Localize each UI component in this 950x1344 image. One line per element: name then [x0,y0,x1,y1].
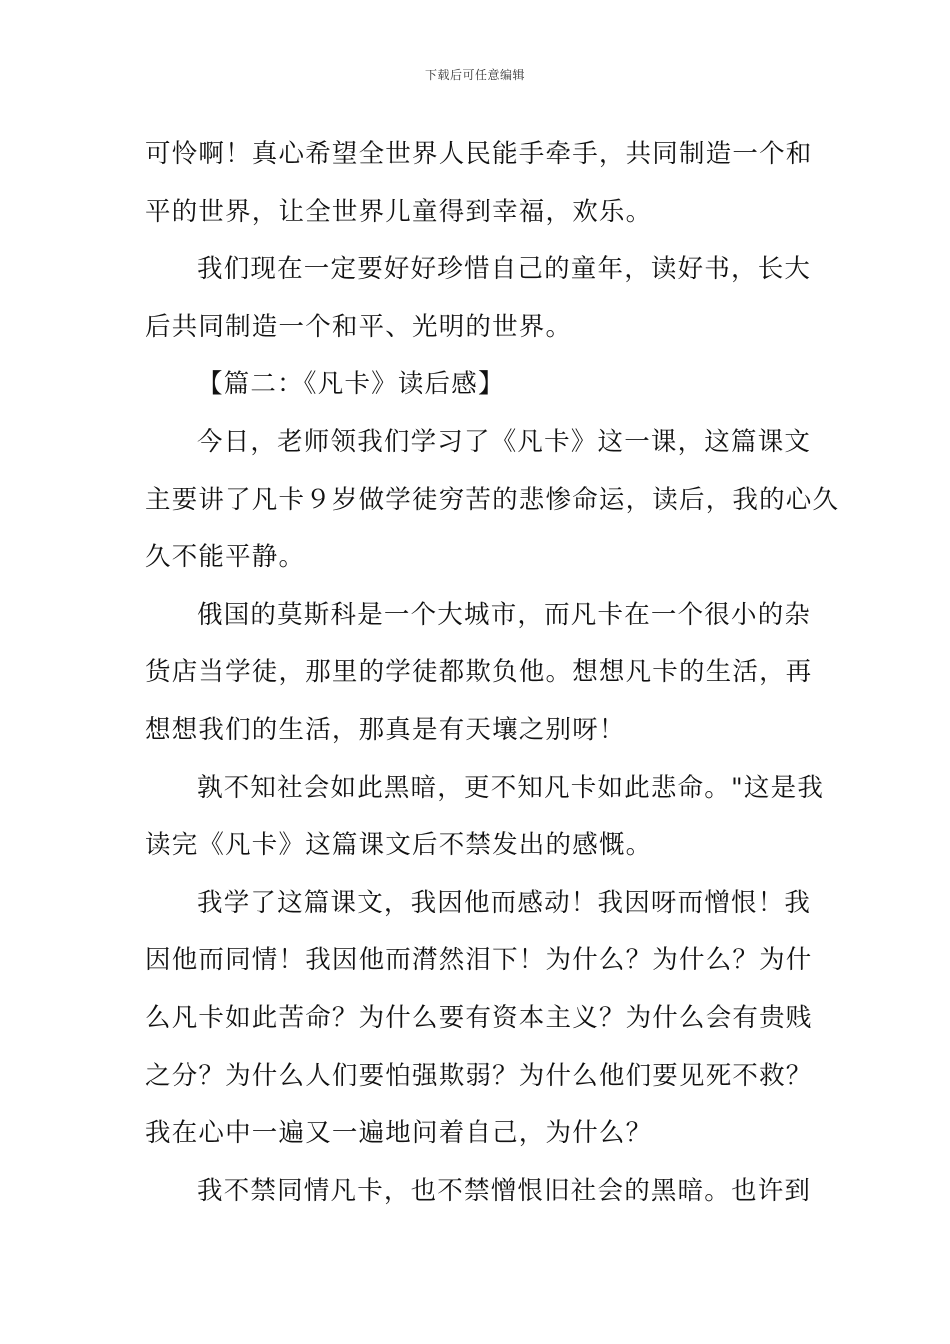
text-line: 么凡卡如此苦命？为什么要有资本主义？为什么会有贵贱 [145,1002,813,1033]
text-line: 我们现在一定要好好珍惜自己的童年，读好书，长大 [197,254,812,285]
text-line: 我不禁同情凡卡，也不禁憎恨旧社会的黑暗。也许到 [197,1175,812,1206]
document-body [145,126,840,1220]
text-line: 我学了这篇课文，我因他而感动！我因呀而憎恨！我 [197,887,812,918]
text-line: 可怜啊！真心希望全世界人民能手牵手，共同制造一个和 [145,139,813,169]
text-line: 我在心中一遍又一遍地问着自己，为什么？ [145,1118,653,1149]
text-line: 读完《凡卡》这篇课文后不禁发出的感慨。 [145,830,653,861]
text-line: 之分？为什么人们要怕强欺弱？为什么他们要见死不救？ [145,1060,813,1091]
text-line: 今日，老师领我们学习了《凡卡》这一课，这篇课文 [197,426,812,457]
text-line: 后共同制造一个和平、光明的世界。 [145,311,573,342]
text-line: 平的世界，让全世界儿童得到幸福，欢乐。 [145,196,653,227]
text-line: 因他而同情！我因他而潸然泪下！为什么？为什么？为什 [145,945,813,976]
text-line: 俄国的莫斯科是一个大城市，而凡卡在一个很小的杂 [197,599,812,630]
text-line: 想想我们的生活，那真是有天壤之别呀！ [145,714,626,745]
text-line: 【篇二：《凡卡》读后感】 [197,369,505,400]
page-header: 下载后可任意编辑 [424,68,525,82]
text-line: 孰不知社会如此黑暗，更不知凡卡如此悲命。"这是我 [197,772,825,803]
text-line: 久不能平静。 [145,542,306,573]
text-line: 主要讲了凡卡９岁做学徒穷苦的悲惨命运，读后，我的心久 [145,484,840,515]
text-line: 货店当学徒，那里的学徒都欺负他。想想凡卡的生活，再 [145,657,813,688]
